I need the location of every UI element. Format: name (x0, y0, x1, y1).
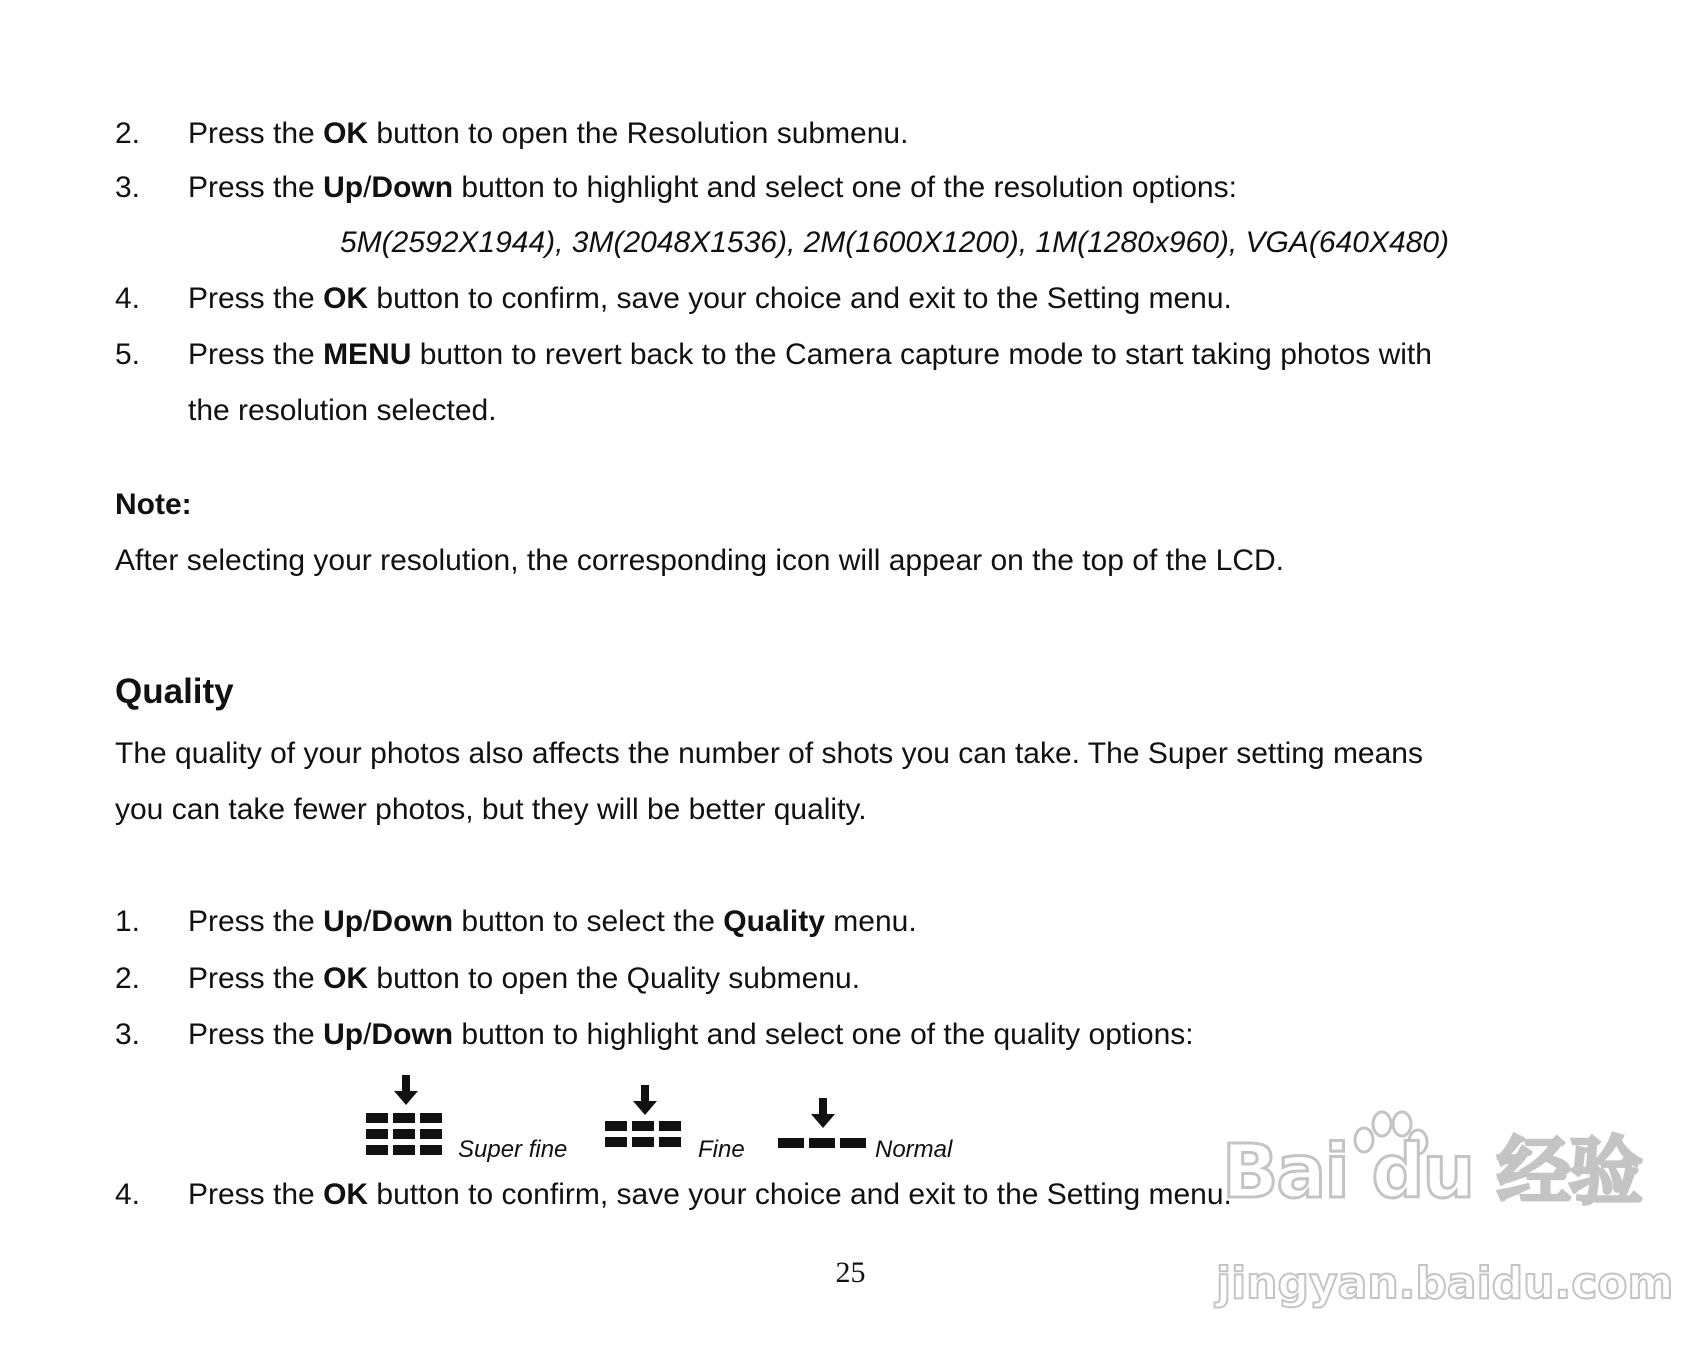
resolution-step-5: Press the MENU button to revert back to the Camera capture mode to start taking photos with (188, 338, 1432, 371)
quality-intro-line-1: The quality of your photos also affects the number of shots you can take. The Super setting means (115, 737, 1423, 770)
quality-intro-line-2: you can take fewer photos, but they will be better quality. (115, 793, 867, 826)
quality-option-label: Super fine (458, 1136, 568, 1163)
step-number: 5. (115, 338, 141, 371)
quality-step-3: Press the Up/Down button to highlight and select one of the quality options: (188, 1018, 1194, 1051)
watermark-url: jingyan.baidu.com (1216, 1258, 1674, 1309)
resolution-step-4: Press the OK button to confirm, save your choice and exit to the Setting menu. (188, 282, 1232, 315)
step-number: 4. (115, 1178, 141, 1211)
quality-fine-icon (605, 1085, 685, 1151)
note-text: After selecting your resolution, the corresponding icon will appear on the top of the LCD. (115, 544, 1285, 577)
step-number: 3. (115, 1018, 141, 1051)
resolution-step-2: Press the OK button to open the Resolution submenu. (188, 117, 909, 150)
watermark-logo-text: Bai du 经验 (1222, 1129, 1641, 1215)
step-number: 2. (115, 117, 141, 150)
resolution-options: 5M(2592X1944), 3M(2048X1536), 2M(1600X1200), 1M(1280x960), VGA(640X480) (340, 226, 1450, 259)
step-number: 1. (115, 905, 141, 938)
baidu-watermark (1210, 1110, 1674, 1310)
page-number: 25 (835, 1256, 866, 1289)
step-number: 4. (115, 282, 141, 315)
step-number: 3. (115, 171, 141, 204)
quality-super-fine-icon (366, 1075, 446, 1159)
quality-step-1: Press the Up/Down button to select the Quality menu. (188, 905, 917, 938)
quality-option-label: Fine (698, 1136, 745, 1163)
quality-option-label: Normal (875, 1136, 953, 1163)
resolution-step-3: Press the Up/Down button to highlight and select one of the resolution options: (188, 171, 1237, 204)
step-number: 2. (115, 962, 141, 995)
note-label: Note: (115, 488, 192, 521)
quality-heading: Quality (115, 672, 234, 711)
quality-step-4: Press the OK button to confirm, save your choice and exit to the Setting menu. (188, 1178, 1232, 1211)
quality-normal-icon (778, 1098, 866, 1152)
quality-step-2: Press the OK button to open the Quality submenu. (188, 962, 861, 995)
resolution-step-5-continued: the resolution selected. (188, 394, 497, 427)
